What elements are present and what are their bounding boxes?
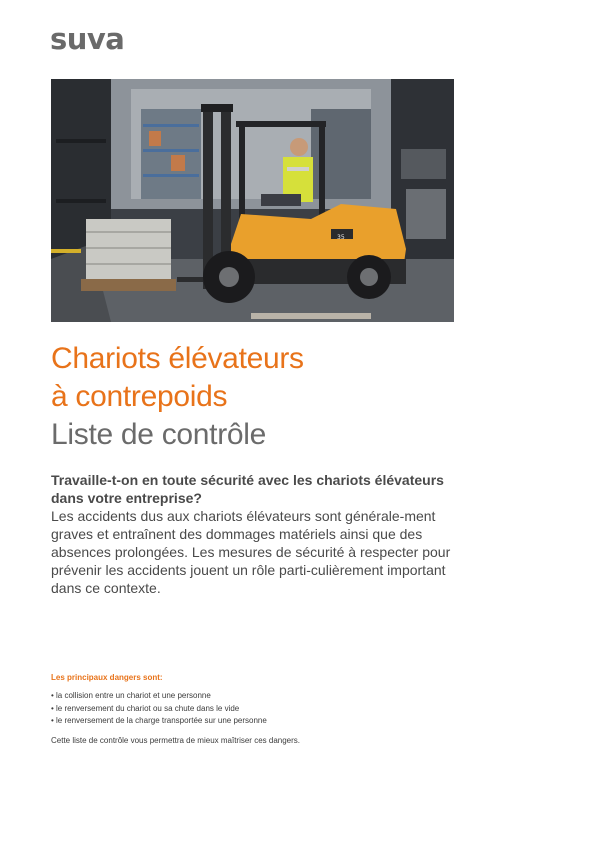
list-item: • le renversement de la charge transportée sur une personne <box>51 715 267 728</box>
intro-question: Travaille-t-on en toute sécurité avec les chariots élévateurs dans votre entreprise? <box>51 472 444 506</box>
closing-text: Cette liste de contrôle vous permettra de mieux maîtriser ces dangers. <box>51 736 300 745</box>
suva-logo: suva <box>50 22 125 56</box>
title-line-1: Chariots élévateurs <box>51 342 304 375</box>
forklift-badge: 35 <box>337 234 345 241</box>
dangers-list <box>51 690 267 728</box>
dangers-heading: Les principaux dangers sont: <box>51 673 163 682</box>
title-line-3: Liste de contrôle <box>51 418 267 451</box>
intro-paragraph: Les accidents dus aux chariots élévateurs sont générale-ment graves et entraînent des dommages matériels ainsi que des absences prolongées. Les mesures de sécurité à respecter pour prévenir les accidents jouent un rôle parti-culièrement important dans ce contexte. <box>51 508 451 596</box>
list-item: • la collision entre un chariot et une personne <box>51 690 267 703</box>
list-item: • le renversement du chariot ou sa chute dans le vide <box>51 703 267 716</box>
title-line-2: à contrepoids <box>51 380 228 413</box>
page-title <box>51 340 304 454</box>
forklift-photo <box>51 79 454 322</box>
